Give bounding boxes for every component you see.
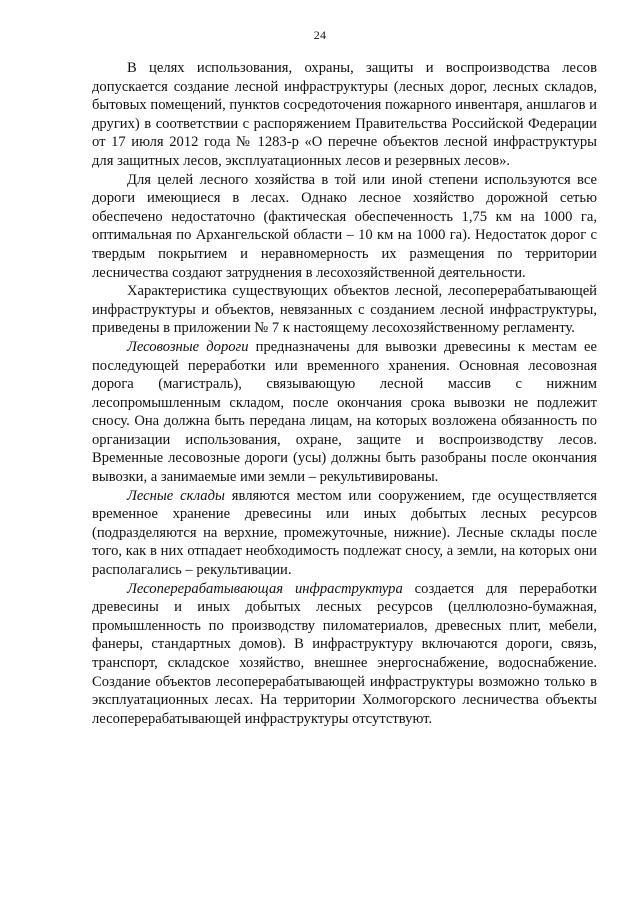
paragraph-term-logging-roads: Лесовозные дороги (127, 338, 249, 355)
paragraph-text: В целях использования, охраны, защиты и воспроизводства лесов допускается создание лесной инфраструктуры (лесных дорог, лесных складов, бытовых помещений, пунктов сосредоточения пожарного инвентаря, аншлагов и других) в соответствии с распоряжением Правительства Российской Федерации от 17 июля 2012 года № 1283-р «О перечне объектов лесной инфраструктуры для защитных лесов, эксплуатационных лесов и резервных лесов». (92, 60, 597, 169)
paragraph-text: являются местом или сооружением, где осуществляется временное хранение древесины или иных добытых лесных ресурсов (подразделяются на верхние, промежуточные, нижние). Лесные склады после того, как в них отпадает необходимость подлежат сносу, а земли, на которых они располагались – рекультивации. (92, 487, 597, 579)
paragraph-term-processing-infrastructure: Лесоперерабатывающая инфраструктура (127, 580, 403, 597)
paragraph-text: предназначены для вывозки древесины к местам ее последующей переработки или временного хранения. Основная лесовозная дорога (магистраль), связывающую лесной массив с нижним лесопромышленным складом, после окончания срока вывозки не подлежит сносу. Она должна быть передана лицам, на которых возложена обязанность по организации использования, охране, защите и воспроизводству лесов. Временные лесовозные дороги (усы) должны быть разобраны после окончания вывозки, а занимаемые ими земли – рекультивированы. (92, 338, 597, 486)
paragraph-forest-infrastructure (92, 59, 597, 171)
paragraph-text: Характеристика существующих объектов лесной, лесоперерабатывающей инфраструктуры и объектов, невязанных с созданием лесной инфраструктуры, приведены в приложении № 7 к настоящему лесохозяйственному регламенту. (92, 283, 597, 337)
paragraph-text: Для целей лесного хозяйства в той или иной степени используются все дороги имеющиеся в лесах. Однако лесное хозяйство дорожной сетью обеспечено недостаточно (фактическая обеспеченность 1,75 км на 1000 га, оптимальная по Архангельской области – 10 км на 1000 га). Недостаток дорог с твердым покрытием и неравномерность их размещения по территории лесничества создают затруднения в лесохозяйственной деятельности. (92, 171, 597, 281)
paragraph-road-network (92, 171, 597, 283)
paragraph-logging-roads (92, 338, 597, 487)
paragraph-text: создается для переработки древесины и иных добытых лесных ресурсов (целлюлозно-бумажная, промышленность по производству пиломатериалов, древесных плит, мебели, фанеры, стандартных домов). В инфраструктуру включаются дороги, связь, транспорт, складское хозяйство, внешнее энергоснабжение, водоснабжение. Создание объектов лесоперерабатывающей инфраструктуры возможно только в эксплуатационных лесах. На территории Холмогорского лесничества объекты лесоперерабатывающей инфраструктуры отсутствуют. (92, 580, 597, 727)
paragraph-characteristics (92, 282, 597, 338)
paragraph-term-forest-warehouses: Лесные склады (127, 487, 225, 504)
paragraph-forest-warehouses (92, 487, 597, 580)
document-body (92, 59, 597, 728)
paragraph-processing-infrastructure (92, 580, 597, 729)
page-number: 24 (313, 28, 327, 42)
